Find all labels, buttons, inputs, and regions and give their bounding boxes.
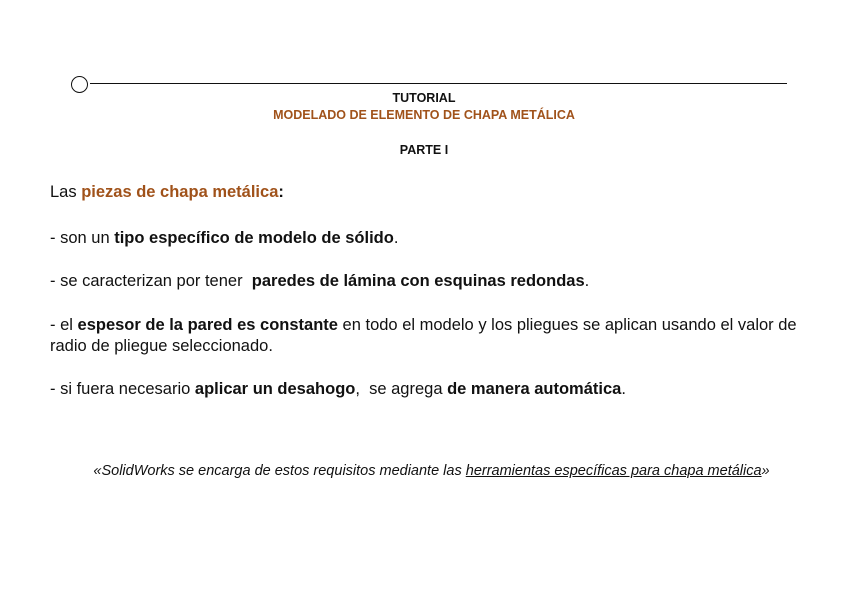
bullet-1-suffix: .	[393, 229, 399, 247]
bullet-walls	[50, 271, 820, 292]
bullet-4-bold-1: aplicar un desahogo	[194, 380, 356, 398]
bullet-1-prefix: - son un	[50, 229, 115, 247]
tutorial-subtitle: MODELADO DE ELEMENTO DE CHAPA METÁLICA	[273, 108, 575, 122]
header-rule-line	[90, 83, 787, 84]
bullet-relief	[50, 379, 820, 400]
intro-paragraph	[50, 182, 820, 203]
bullet-1-bold: tipo específico de modelo de sólido	[114, 229, 394, 247]
tutorial-heading: TUTORIAL	[392, 91, 456, 105]
bullet-thickness	[50, 315, 820, 357]
quote-close: »	[761, 463, 770, 479]
part-label: PARTE I	[399, 143, 449, 157]
bullet-2-bold: paredes de lámina con esquinas redondas	[251, 272, 585, 290]
intro-highlight: piezas de chapa metálica	[81, 183, 279, 201]
solidworks-quote	[0, 462, 848, 480]
bullet-2-suffix: .	[584, 272, 590, 290]
quote-underlined: herramientas específicas para chapa metálica	[465, 463, 762, 479]
quote-open: «	[93, 463, 102, 479]
intro-suffix: :	[278, 183, 284, 201]
bullet-3-bold: espesor de la pared es constante	[77, 316, 338, 334]
intro-prefix: Las	[50, 183, 82, 201]
quote-text: SolidWorks se encarga de estos requisitos mediante las	[101, 463, 466, 479]
bullet-4-middle: , se agrega	[355, 380, 448, 398]
bullet-solid-model	[50, 228, 820, 249]
bullet-4-bold-2: de manera automática	[447, 380, 622, 398]
bullet-4-suffix: .	[621, 380, 626, 398]
bullet-3-prefix: - el	[50, 316, 78, 334]
bullet-3-suffix: en todo el modelo y los pliegues se aplican usando el valor de radio de pliegue seleccionado.	[50, 316, 797, 355]
bullet-2-prefix: - se caracterizan por tener	[50, 272, 252, 290]
bullet-4-prefix: - si fuera necesario	[50, 380, 195, 398]
